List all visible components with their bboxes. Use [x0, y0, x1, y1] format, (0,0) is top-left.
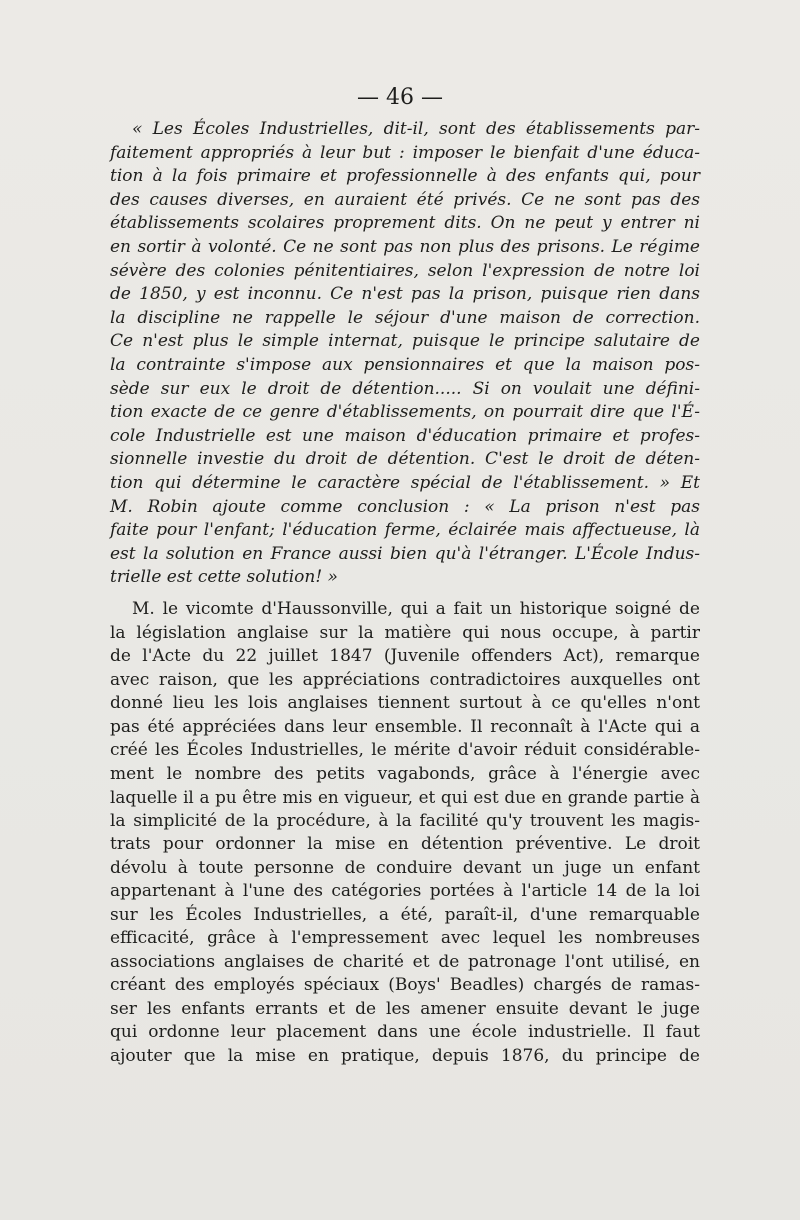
text-line: dévolu à toute personne de conduire devant un juge un enfant [110, 857, 700, 878]
text-line: ment le nombre des petits vagabonds, grâce à l'énergie avec [110, 763, 700, 784]
text-line: sévère des colonies pénitentiaires, selon l'expression de notre loi [110, 260, 700, 281]
text-line: de l'Acte du 22 juillet 1847 (Juvenile offenders Act), remarque [110, 646, 700, 666]
body-paragraph [110, 598, 700, 1068]
quotation-paragraph [110, 118, 700, 590]
text-line: de 1850, y est inconnu. Ce n'est pas la prison, puisque rien dans [110, 284, 700, 305]
text-line: associations anglaises de charité et de patronage l'ont utilisé, en [110, 951, 700, 972]
text-line: M. le vicomte d'Haussonville, qui a fait un historique soigné de [132, 599, 700, 619]
text-line: des causes diverses, en auraient été privés. Ce ne sont pas des [110, 189, 700, 210]
text-line: la simplicité de la procédure, à la facilité qu'y trouvent les magis- [110, 810, 700, 831]
text-line: faite pour l'enfant; l'éducation ferme, éclairée mais affectueuse, là [110, 520, 700, 541]
text-line: ser les enfants errants et de les amener ensuite devant le juge [110, 998, 700, 1019]
text-line: qui ordonne leur placement dans une école industrielle. Il faut [110, 1022, 700, 1042]
text-line: sède sur eux le droit de détention..... Si on voulait une défini- [110, 378, 700, 399]
text-line: trielle est cette solution! » [110, 567, 338, 588]
text-line: tion à la fois primaire et professionnelle à des enfants qui, pour [110, 166, 700, 187]
text-line: M. Robin ajoute comme conclusion : « La prison n'est pas [110, 496, 700, 517]
text-line: la contrainte s'impose aux pensionnaires et que la maison pos- [110, 354, 700, 375]
text-line: ajouter que la mise en pratique, depuis 1876, du principe de [110, 1045, 700, 1066]
text-line: tion exacte de ce genre d'établissements, on pourrait dire que l'É- [110, 402, 700, 423]
text-line: laquelle il a pu être mis en vigueur, et qui est due en grande partie à [110, 787, 700, 807]
text-line: la discipline ne rappelle le séjour d'une maison de correction. [110, 307, 700, 328]
text-line: créé les Écoles Industrielles, le mérite d'avoir réduit considérable- [110, 740, 700, 760]
text-line: cole Industrielle est une maison d'éducation primaire et profes- [110, 425, 700, 446]
text-line: sur les Écoles Industrielles, a été, paraît-il, d'une remarquable [110, 904, 700, 925]
text-line: établissements scolaires proprement dits. On ne peut y entrer ni [110, 213, 700, 234]
text-line: tion qui détermine le caractère spécial de l'établissement. » Et [110, 472, 700, 493]
text-line: avec raison, que les appréciations contradictoires auxquelles ont [110, 669, 700, 690]
text-line: trats pour ordonner la mise en détention préventive. Le droit [110, 834, 700, 854]
text-line: efficacité, grâce à l'empressement avec lequel les nombreuses [110, 928, 700, 948]
text-line: est la solution en France aussi bien qu'à l'étranger. L'École Indus- [110, 543, 700, 564]
text-line: la législation anglaise sur la matière qui nous occupe, à partir [110, 622, 700, 643]
text-line: Ce n'est plus le simple internat, puisque le principe salutaire de [110, 331, 700, 352]
text-line: appartenant à l'une des catégories portées à l'article 14 de la loi [110, 881, 700, 901]
text-line: en sortir à volonté. Ce ne sont pas non plus des prisons. Le régime [110, 236, 700, 257]
text-line: sionnelle investie du droit de détention. C'est le droit de déten- [110, 449, 700, 470]
text-line: « Les Écoles Industrielles, dit-il, sont des établissements par- [132, 119, 700, 139]
text-line: créant des employés spéciaux (Boys' Beadles) chargés de ramas- [110, 975, 700, 995]
text-line: donné lieu les lois anglaises tiennent surtout à ce qu'elles n'ont [110, 693, 700, 713]
text-line: faitement appropriés à leur but : imposer le bienfait d'une éduca- [110, 142, 700, 163]
page-number: — 46 — [357, 85, 443, 110]
text-line: pas été appréciées dans leur ensemble. Il reconnaît à l'Acte qui a [110, 716, 700, 737]
